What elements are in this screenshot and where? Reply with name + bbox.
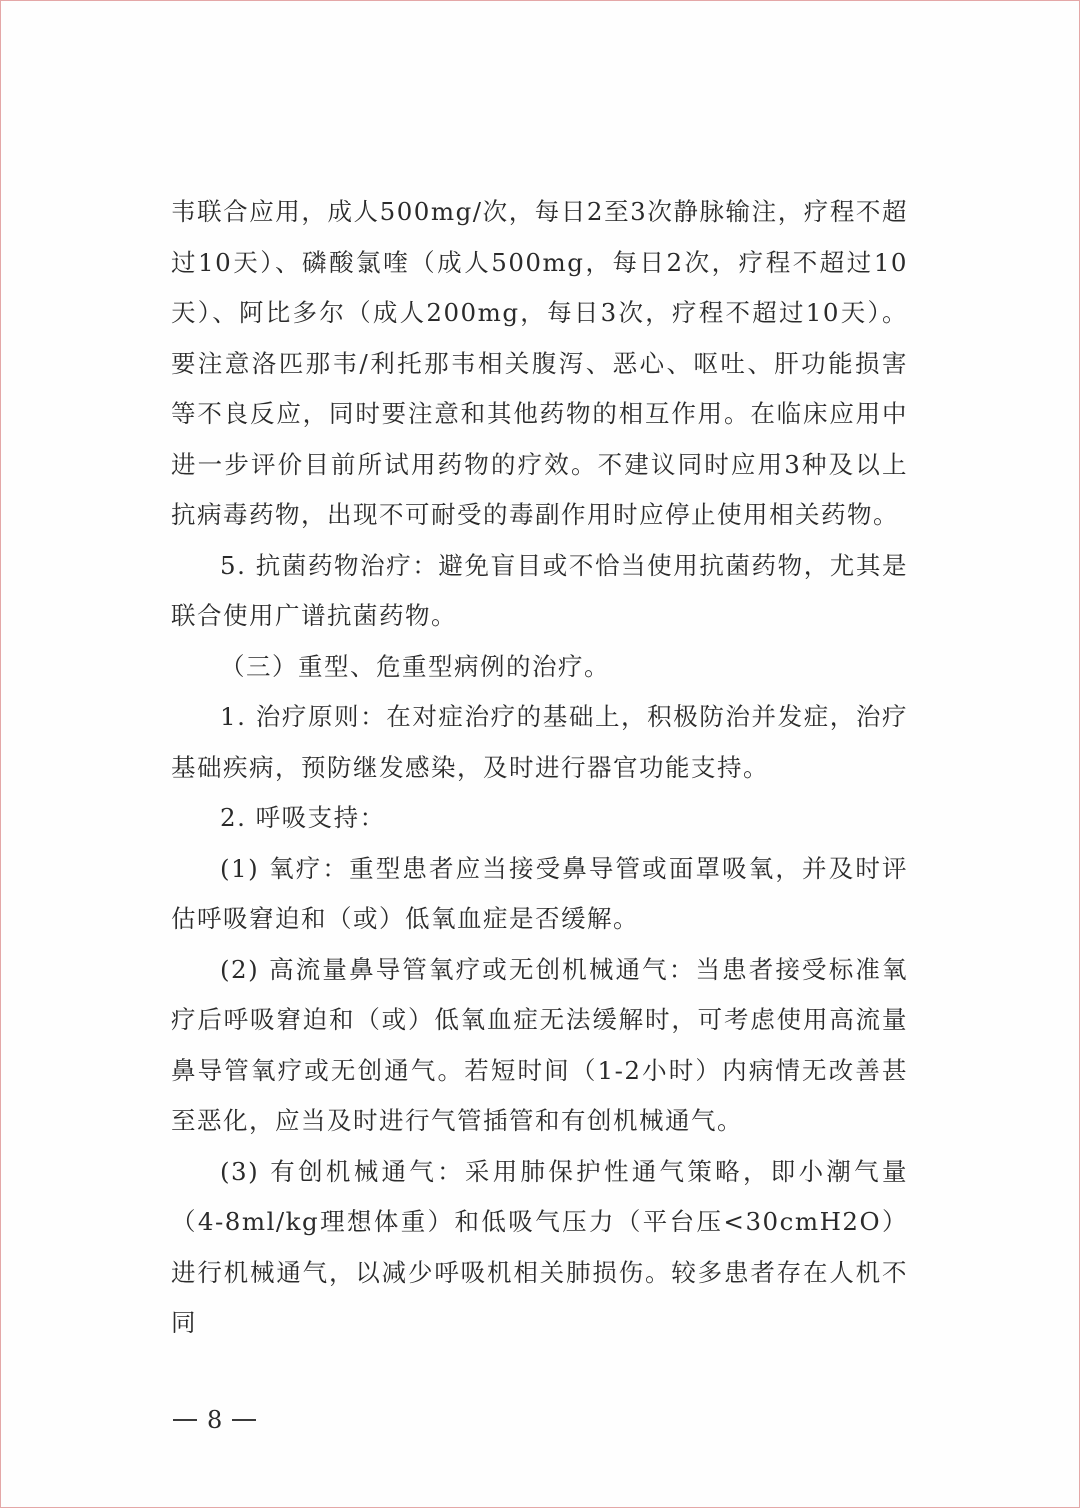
section-heading-severe: （三）重型、危重型病例的治疗。 [220,651,610,681]
paragraph-oxygen-therapy: (1) 氧疗：重型患者应当接受鼻导管或面罩吸氧，并及时评估呼吸窘迫和（或）低氧血症是否缓解。 [171,853,908,933]
page-number-footer [173,1405,273,1435]
page-number: 8 [207,1406,223,1434]
paragraph-invasive-ventilation: (3) 有创机械通气：采用肺保护性通气策略，即小潮气量（4-8ml/kg理想体重）和低吸气压力（平台压<30cmH2O）进行机械通气，以减少呼吸机相关肺损伤。较多患者存在人机不同 [171,1156,908,1337]
paragraph-antibacterial: 5. 抗菌药物治疗：避免盲目或不恰当使用抗菌药物，尤其是联合使用广谱抗菌药物。 [171,550,908,630]
paragraph-respiratory-support: 2. 呼吸支持： [220,803,386,832]
paragraph-treatment-principle: 1. 治疗原则：在对症治疗的基础上，积极防治并发症，治疗基础疾病，预防继发感染，及时进行器官功能支持。 [171,702,908,782]
left-dash [173,1419,197,1421]
body-text [171,187,908,1349]
paragraph-high-flow-oxygen: (2) 高流量鼻导管氧疗或无创机械通气：当患者接受标准氧疗后呼吸窘迫和（或）低氧血症无法缓解时，可考虑使用高流量鼻导管氧疗或无创通气。若短时间（1-2小时）内病情无改善甚至恶化，应当及时进行气管插管和有创机械通气。 [171,954,908,1135]
paragraph-antiviral-continued: 韦联合应用，成人500mg/次，每日2至3次静脉输注，疗程不超过10天）、磷酸氯喹（成人500mg，每日2次，疗程不超过10天）、阿比多尔（成人200mg，每日3次，疗程不超过10天）。要注意洛匹那韦/利托那韦相关腹泻、恶心、呕吐、肝功能损害等不良反应，同时要注意和其他药物的相互作用。在临床应用中进一步评价目前所试用药物的疗效。不建议同时应用3种及以上抗病毒药物，出现不可耐受的毒副作用时应停止使用相关药物。 [171,197,908,529]
right-dash [232,1419,256,1421]
